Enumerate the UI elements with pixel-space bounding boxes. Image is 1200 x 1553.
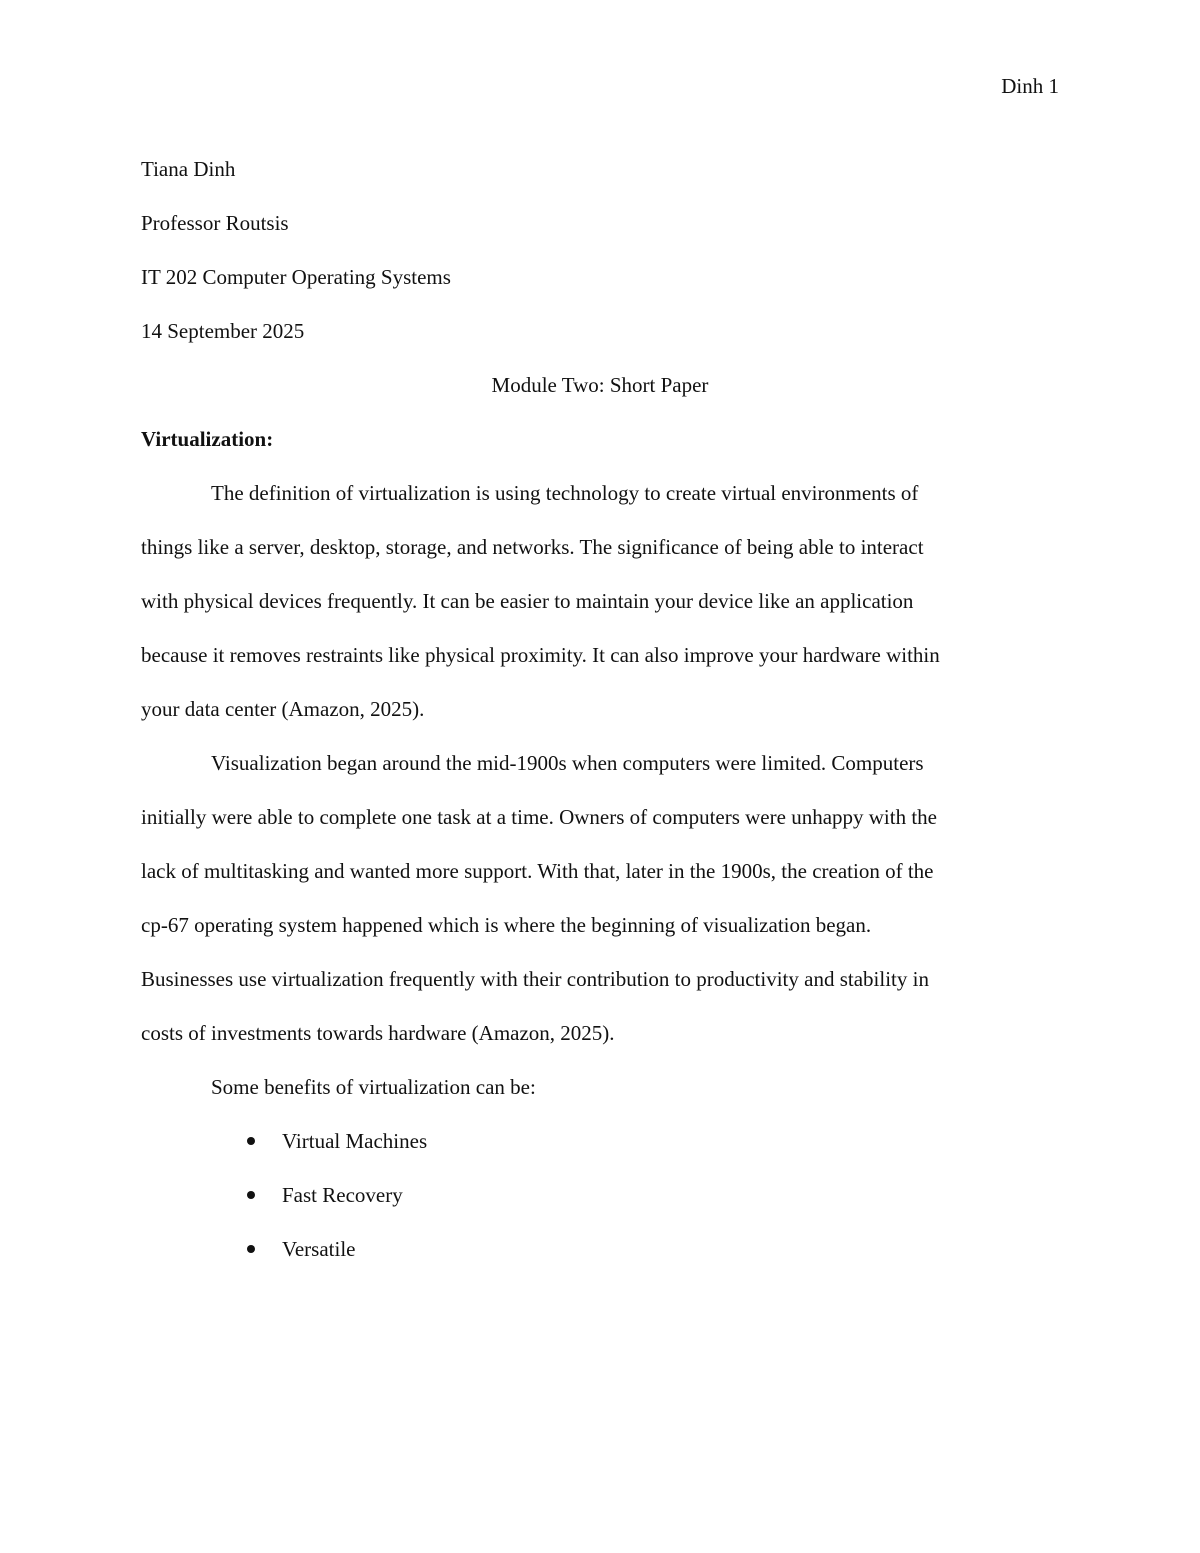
paragraph-line: because it removes restraints like physical proximity. It can also improve your hardware within: [141, 643, 940, 667]
section-heading: Virtualization:: [141, 427, 274, 451]
author-name: Tiana Dinh: [141, 157, 236, 181]
course-name: IT 202 Computer Operating Systems: [141, 265, 451, 289]
bullet-icon: [247, 1245, 255, 1253]
paragraph-line: initially were able to complete one task at a time. Owners of computers were unhappy with the: [141, 805, 938, 829]
list-intro: Some benefits of virtualization can be:: [211, 1075, 536, 1099]
bullet-icon: [247, 1191, 255, 1199]
paragraph-line: Businesses use virtualization frequently with their contribution to productivity and stability in: [141, 967, 929, 991]
paragraph-line: The definition of virtualization is using technology to create virtual environments of: [211, 481, 919, 505]
benefits-list: [141, 1114, 1059, 1276]
paragraph-definition: [141, 466, 1059, 736]
paragraph-line: costs of investments towards hardware (Amazon, 2025).: [141, 1021, 615, 1045]
list-item-label: Fast Recovery: [282, 1183, 403, 1207]
paragraph-line: your data center (Amazon, 2025).: [141, 697, 425, 721]
document-body: [141, 142, 1059, 1276]
paragraph-line: Visualization began around the mid-1900s when computers were limited. Computers: [211, 751, 924, 775]
paragraph-line: lack of multitasking and wanted more support. With that, later in the 1900s, the creation of the: [141, 859, 934, 883]
list-item: [141, 1114, 1059, 1168]
instructor-name: Professor Routsis: [141, 211, 289, 235]
paragraph-line: cp-67 operating system happened which is where the beginning of visualization began.: [141, 913, 872, 937]
list-item-label: Versatile: [282, 1237, 356, 1261]
paragraph-line: with physical devices frequently. It can be easier to maintain your device like an application: [141, 589, 914, 613]
list-item-label: Virtual Machines: [282, 1129, 428, 1153]
running-head: Dinh 1: [1001, 74, 1059, 98]
bullet-icon: [247, 1137, 255, 1145]
paragraph-history: [141, 736, 1059, 1060]
paper-title: Module Two: Short Paper: [491, 373, 709, 397]
list-item: [141, 1222, 1059, 1276]
list-item: [141, 1168, 1059, 1222]
paper-date: 14 September 2025: [141, 319, 305, 343]
paragraph-line: things like a server, desktop, storage, and networks. The significance of being able to interact: [141, 535, 924, 559]
